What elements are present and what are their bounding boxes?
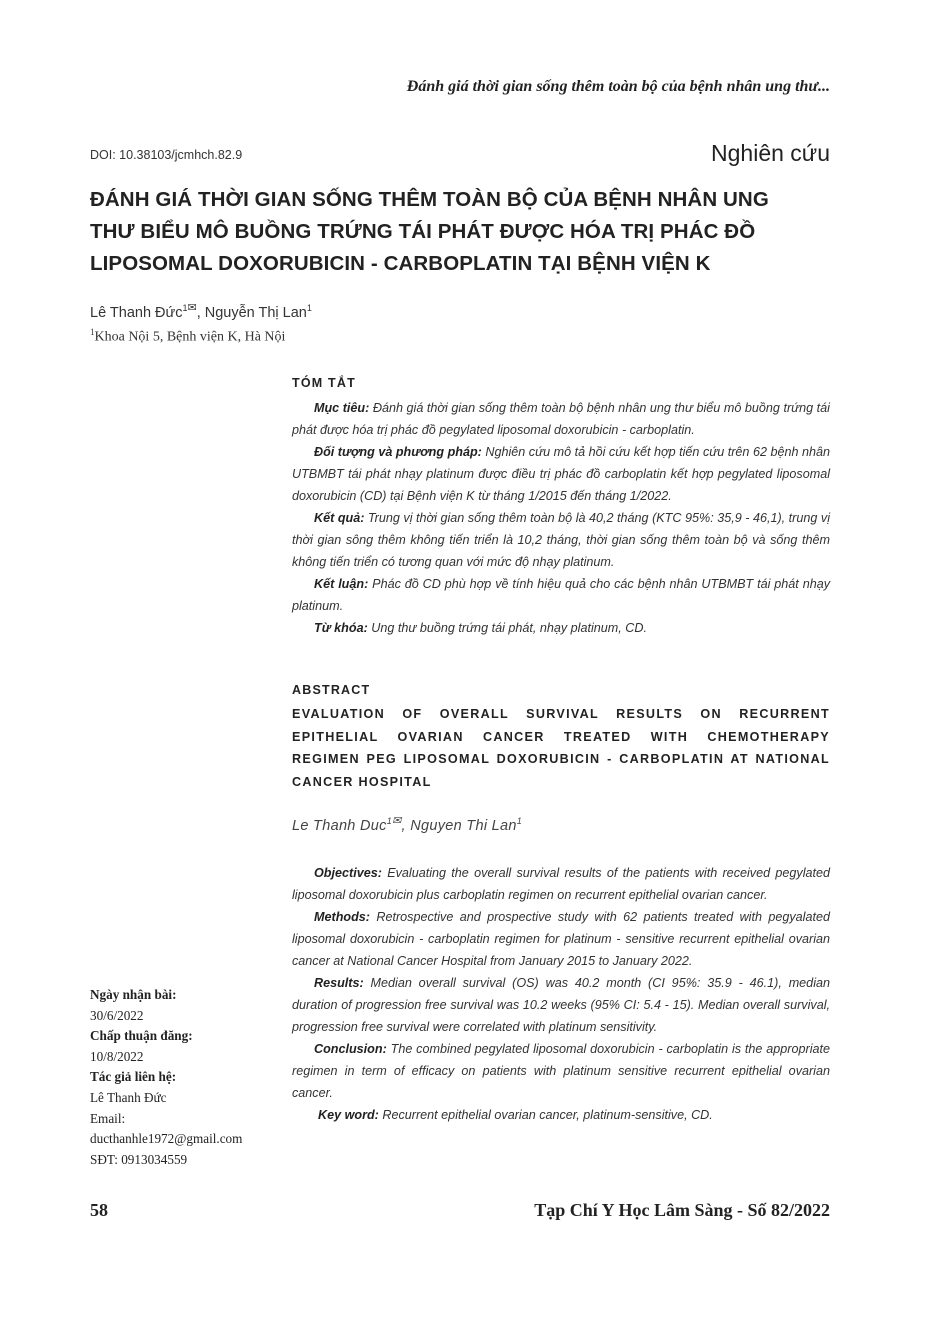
- summary-vi-heading: TÓM TẮT: [292, 376, 356, 390]
- doi[interactable]: DOI: 10.38103/jcmhch.82.9: [90, 148, 243, 162]
- page-number: 58: [90, 1200, 108, 1220]
- email-link[interactable]: ducthanhle1972@gmail.com: [90, 1131, 243, 1147]
- author-name: Nguyễn Thị Lan: [204, 304, 307, 321]
- accepted-label: Chấp thuận đăng:: [90, 1028, 193, 1044]
- author-affil-sup: 1: [516, 816, 523, 826]
- phone: SĐT: 0913034559: [90, 1151, 188, 1167]
- email-label: Email:: [90, 1110, 126, 1126]
- section-label: Results:: [314, 976, 364, 990]
- mail-icon: ✉: [187, 302, 197, 314]
- section-label: Kết quả:: [314, 511, 365, 525]
- section-label: Objectives:: [314, 866, 382, 880]
- section-label: Kết luận:: [314, 577, 369, 591]
- summary-vi-results: Kết quả: Trung vị thời gian sống thêm toàn bộ là 40,2 tháng (KTC 95%: 35,9 - 46,1), trung vị thời gian sông thêm không tiến triển là 10,2 tháng, thời gian sống thêm toàn bộ và sống thêm không tiến triển có tương quan với mức độ nhạy platinum.: [292, 511, 831, 569]
- abstract-objectives: Objectives: Evaluating the overall survival results of the patients with received pegylated liposomal doxorubicin plus carboplatin regimen on recurrent epithelial ovarian cancer.: [292, 866, 830, 902]
- affiliation-text: Khoa Nội 5, Bệnh viện K, Hà Nội: [94, 329, 286, 345]
- author-list: [90, 301, 312, 321]
- summary-vi-objective: Mục tiêu: Đánh giá thời gian sống thêm toàn bộ bệnh nhân ung thư biểu mô buồng trứng tái phát được hóa trị phác đồ pegylated liposomal doxorubicin - carboplatin.: [292, 401, 830, 437]
- abstract-methods: Methods: Retrospective and prospective study with 62 patients treated with pegyalated liposomal doxorubicin - carboplatin regimen for platinum - sensitive recurrent epithelial ovarian cancer at National Cancer Hospital from January 2015 to January 2022.: [292, 910, 830, 968]
- title-line: LIPOSOMAL DOXORUBICIN - CARBOPLATIN TẠI BỆNH VIỆN K: [90, 252, 711, 275]
- author-name: Le Thanh Duc: [292, 817, 387, 834]
- section-label: Conclusion:: [314, 1042, 387, 1056]
- abstract-results: Results: Median overall survival (OS) was 40.2 month (CI 95%: 35.9 - 46.1), median duration of progression free survival was 10.2 weeks (95% CI: 5.4 - 15). Median overall survival, progression free survival were correlated with platinum sensitivity.: [292, 976, 830, 1034]
- summary-vi: [292, 376, 830, 639]
- accepted-date: 10/8/2022: [90, 1048, 144, 1064]
- summary-vi-conclusion: Kết luận: Phác đồ CD phù hợp về tính hiệu quả cho các bệnh nhân UTBMBT tái phát nhạy platinum.: [292, 577, 830, 613]
- affil-sup: 1: [90, 327, 95, 337]
- section-label: Mục tiêu:: [314, 401, 370, 415]
- author-separator: ,: [196, 304, 205, 321]
- article-title: [90, 184, 835, 280]
- author-affil-sup: 1: [182, 303, 188, 313]
- article-category: Nghiên cứu: [711, 140, 830, 166]
- abstract-heading: ABSTRACT: [292, 683, 371, 697]
- running-head: Đánh giá thời gian sống thêm toàn bộ của bệnh nhân ung thư...: [406, 78, 830, 95]
- abstract-conclusion: Conclusion: The combined pegylated liposomal doxorubicin - carboplatin is the appropriate regimen in term of efficacy on patients with platinum sensitive recurrent epithelial ovarian cancer.: [292, 1042, 830, 1100]
- corresponding-name: Lê Thanh Đức: [90, 1089, 167, 1105]
- section-label: Methods:: [314, 910, 370, 924]
- section-label: Key word:: [318, 1108, 379, 1122]
- abstract-body: [292, 862, 830, 1126]
- received-label: Ngày nhận bài:: [90, 987, 177, 1002]
- author-name: Lê Thanh Đức: [90, 304, 183, 321]
- author-separator: ,: [401, 817, 411, 834]
- received-date: 30/6/2022: [90, 1007, 144, 1023]
- author-name: Nguyen Thi Lan: [410, 817, 517, 834]
- abstract-author-list: [292, 814, 830, 834]
- summary-vi-keywords: Từ khóa: Ung thư buồng trứng tái phát, nhạy platinum, CD.: [314, 621, 647, 635]
- title-line: THƯ BIỂU MÔ BUỒNG TRỨNG TÁI PHÁT ĐƯỢC HÓA TRỊ PHÁC ĐỒ: [90, 220, 756, 243]
- section-label: Từ khóa:: [314, 621, 368, 635]
- author-affil-sup: 1: [306, 303, 312, 313]
- title-line: ĐÁNH GIÁ THỜI GIAN SỐNG THÊM TOÀN BỘ CỦA BỆNH NHÂN UNG: [90, 188, 769, 211]
- corresponding-label: Tác giả liên hệ:: [90, 1069, 177, 1085]
- abstract-keywords: Key word: Recurrent epithelial ovarian cancer, platinum-sensitive, CD.: [318, 1108, 713, 1122]
- summary-vi-methods: Đối tượng và phương pháp: Nghiên cứu mô tả hồi cứu kết hợp tiến cứu trên 62 bệnh nhân UTBMBT tái phát nhạy platinum được điều trị phác đồ carboplatin kết hợp pegylated liposomal doxorubicin (CD) tại Bệnh viện K từ tháng 1/2015 đến tháng 1/2022.: [292, 445, 831, 503]
- article-meta-sidebar: [90, 985, 280, 1170]
- section-label: Đối tượng và phương pháp:: [314, 445, 482, 459]
- author-affil-sup: 1: [386, 816, 392, 826]
- mail-icon: ✉: [392, 815, 402, 827]
- abstract-title: EVALUATION OF OVERALL SURVIVAL RESULTS ON RECURRENT EPITHELIAL OVARIAN CANCER TREATED WITH CHEMOTHERAPY REGIMEN PEG LIPOSOMAL DOXORUBICIN - CARBOPLATIN AT NATIONAL CANCER HOSPITAL: [292, 707, 830, 789]
- affiliation: [90, 327, 285, 346]
- journal-name: Tạp Chí Y Học Lâm Sàng - Số 82/2022: [534, 1200, 830, 1220]
